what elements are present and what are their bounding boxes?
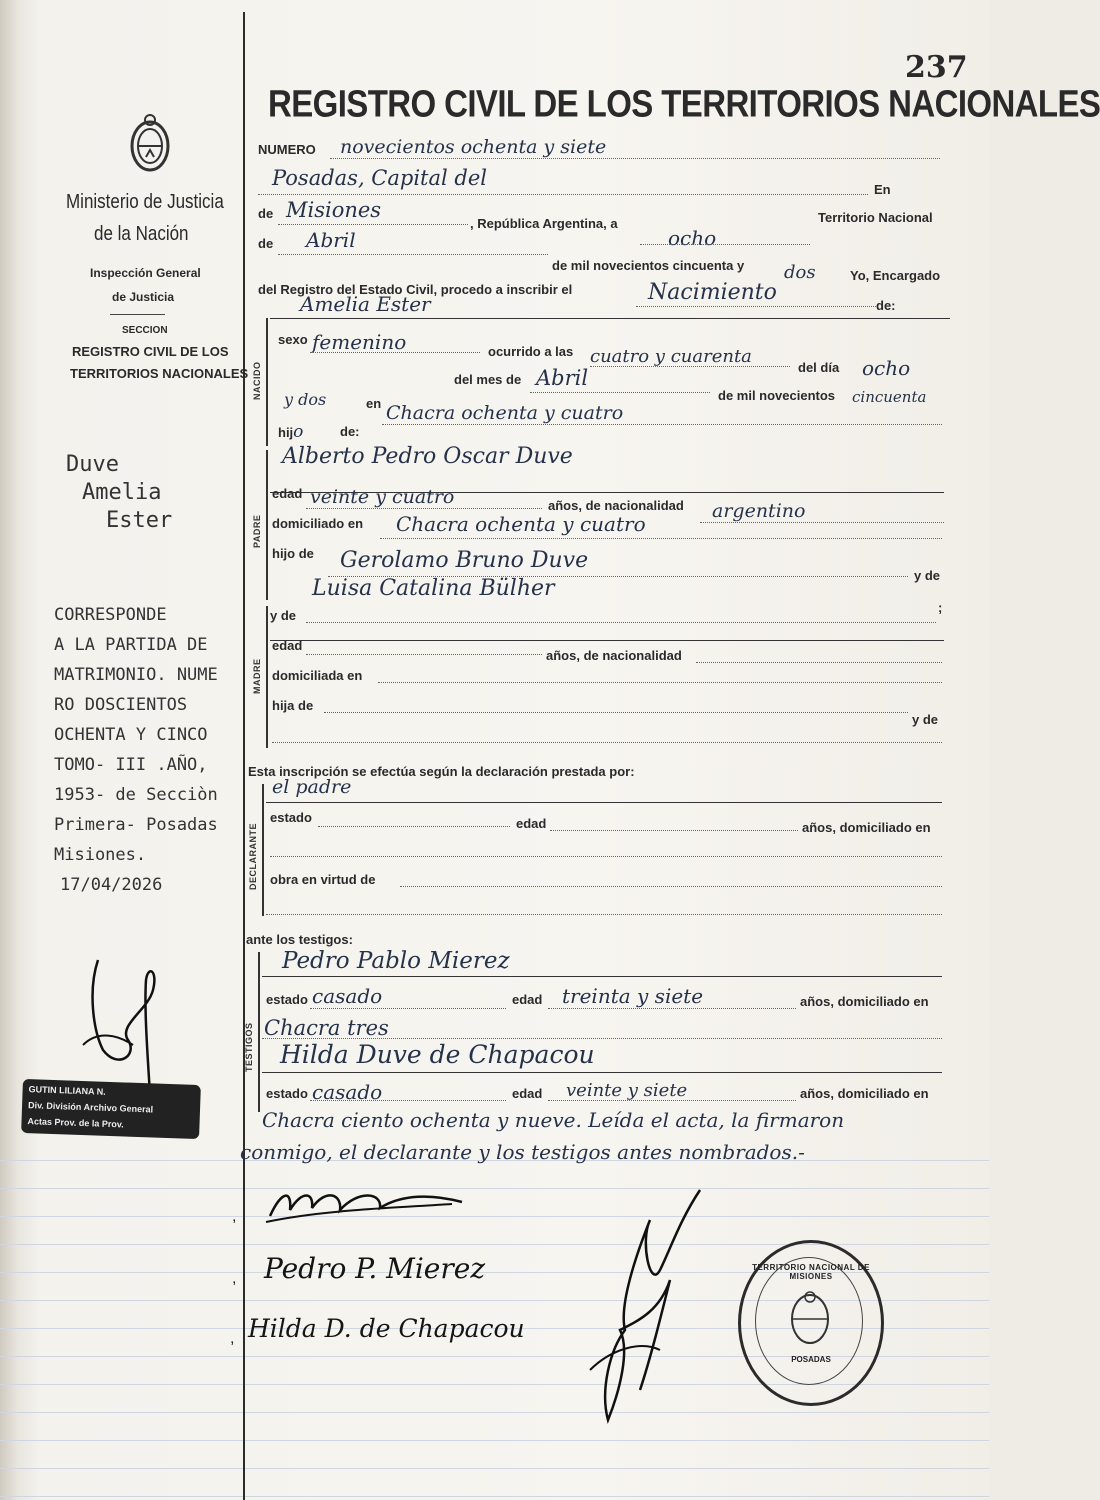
republic-text: , República Argentina, a <box>470 216 618 231</box>
declarante-value: el padre <box>272 776 352 798</box>
witness2-name: Hilda Duve de Chapacou <box>280 1040 595 1069</box>
birth-place: Chacra ochenta y cuatro <box>386 402 624 424</box>
witness2-name-line <box>262 1072 942 1073</box>
section-line1: REGISTRO CIVIL DE LOS <box>72 344 229 359</box>
hijo-suffix: o <box>293 422 304 442</box>
madre-semicolon: ; <box>938 600 943 615</box>
mother-parent: Luisa Catalina Bülher <box>312 576 555 601</box>
padre-nationality-line <box>700 522 944 523</box>
witness2-estado-label: estado <box>266 1086 308 1101</box>
padre-y-de: y de <box>914 568 941 583</box>
month-line <box>278 254 548 255</box>
witness1-domicilio: Chacra tres <box>264 1016 389 1040</box>
declarante-edad-label: edad <box>516 816 547 831</box>
witness1-estado-label: estado <box>266 992 308 1007</box>
ruled-line <box>0 1468 989 1469</box>
birth-place-line <box>382 424 942 425</box>
hijo-label-text: hij <box>278 425 294 440</box>
madre-last-line <box>272 742 942 743</box>
ocurrido-label: ocurrido a las <box>488 344 574 359</box>
declarante-estado-label: estado <box>270 810 312 825</box>
sexo-line <box>310 352 480 353</box>
margin-rule <box>243 12 245 1500</box>
madre-domicilio-line <box>378 682 942 683</box>
hijo-de-label: de: <box>340 424 360 439</box>
marginal-note-line: Primera- Posadas <box>54 815 218 835</box>
birth-month-line <box>530 392 710 393</box>
witness1-anos-dom-label: años, domiciliado en <box>800 994 929 1009</box>
madre-domicilio-label: domiciliada en <box>272 668 363 683</box>
page-number: 237 <box>905 50 968 85</box>
ruled-line <box>0 1496 989 1497</box>
nacido-year-label: de mil novecientos <box>718 388 836 403</box>
inspection-line1: Inspección General <box>90 266 201 280</box>
padre-anos-nac-label: años, de nacionalidad <box>548 498 684 513</box>
madre-bracket <box>266 606 268 748</box>
witness1-signature: Pedro P. Mierez <box>264 1252 486 1285</box>
witness2-signature: Hilda D. de Chapacou <box>248 1314 525 1343</box>
birth-month: Abril <box>536 366 589 390</box>
padre-bracket <box>266 450 268 600</box>
de-colon: de: <box>876 298 896 313</box>
day-line <box>640 244 810 245</box>
madre-anos-nac-label: años, de nacionalidad <box>546 648 682 663</box>
marginal-signature-icon <box>78 950 178 1100</box>
witness1-edad: treinta y siete <box>562 984 704 1008</box>
witness1-estado-line <box>310 1008 506 1009</box>
madre-y-de-line <box>306 622 936 623</box>
declarante-estado-line <box>318 826 510 827</box>
padre-side-label: PADRE <box>252 514 262 548</box>
ruled-line <box>0 1216 989 1217</box>
page-title: REGISTRO CIVIL DE LOS TERRITORIOS NACIONALES <box>268 82 1100 125</box>
ministry-line2: de la Nación <box>94 222 189 245</box>
padre-domicilio-label: domiciliado en <box>272 516 364 531</box>
marginal-note-line: OCHENTA Y CINCO <box>54 725 208 745</box>
marginal-note-line: CORRESPONDE <box>54 605 167 625</box>
padre-domicilio-line <box>380 538 942 539</box>
witness1-estado: casado <box>312 984 383 1008</box>
marginal-note-line: MATRIMONIO. NUME <box>54 665 218 685</box>
seal-emblem-icon <box>785 1287 835 1347</box>
year-label: de mil novecientos cincuenta y <box>552 258 745 273</box>
nacido-year-cont: y dos <box>284 390 327 409</box>
witness1-name: Pedro Pablo Mierez <box>282 948 510 974</box>
witness1-edad-line <box>548 1008 796 1009</box>
numero-line <box>330 158 940 159</box>
declarante-obra-line <box>400 886 942 887</box>
act-type-line <box>636 306 876 307</box>
padre-nationality: argentino <box>712 500 806 522</box>
father-parent: Gerolamo Bruno Duve <box>340 548 589 573</box>
madre-nationality-line <box>696 662 942 663</box>
witness2-edad-label: edad <box>512 1086 543 1101</box>
territory-value: Misiones <box>286 198 382 222</box>
padre-edad-line <box>306 508 542 509</box>
nacido-en-label: en <box>366 396 382 411</box>
padre-hijo-de-label: hijo de <box>272 546 314 561</box>
madre-hija-de-line <box>324 712 908 713</box>
dia-label: del día <box>798 360 840 375</box>
witness1-name-line <box>262 976 942 977</box>
witness2-domicilio-line: Chacra ciento ochenta y nueve. Leída el acta, la firmaron <box>262 1108 845 1132</box>
ruled-line <box>0 1440 989 1441</box>
child-name-line <box>270 318 950 319</box>
marginal-note-line: TOMO- III .AÑO, <box>54 755 208 775</box>
marginal-note-line: RO DOSCIENTOS <box>54 695 188 715</box>
nacido-side-label: NACIDO <box>252 361 262 400</box>
nacido-year-value: cincuenta <box>852 388 927 406</box>
yo-encargado: Yo, Encargado <box>850 268 941 283</box>
declarante-last-line <box>266 914 942 915</box>
marginal-note-line: 1953- de Secciòn <box>54 785 218 805</box>
numero-label: NUMERO <box>258 142 316 157</box>
place-line <box>258 194 868 195</box>
territory-line <box>278 224 468 225</box>
padre-domicilio-value: Chacra ochenta y cuatro <box>396 512 646 536</box>
sexo-value: femenino <box>312 330 407 354</box>
declarante-side-label: DECLARANTE <box>248 823 258 890</box>
child-name: Amelia Ester <box>300 292 431 316</box>
declarante-domicilio-line <box>270 856 942 857</box>
signature-mark: , <box>232 1208 237 1225</box>
marginal-note <box>54 600 218 900</box>
madre-edad-label: edad <box>272 638 303 653</box>
hour-line <box>590 366 790 367</box>
declarant-signature-icon <box>262 1180 472 1226</box>
archive-stamp-line: GUTIN LILIANA N. <box>28 1084 106 1097</box>
declarante-bracket <box>262 784 264 916</box>
witness2-anos-dom-label: años, domiciliado en <box>800 1086 929 1101</box>
official-seal-center-text: POSADAS <box>791 1355 831 1364</box>
signature-mark: , <box>230 1330 235 1347</box>
padre-edad-value: veinte y cuatro <box>310 486 455 508</box>
declarante-edad-line <box>550 830 798 831</box>
birth-day: ocho <box>862 356 911 380</box>
witness2-estado-line <box>310 1100 506 1101</box>
inspection-line2: de Justicia <box>112 290 175 304</box>
nacido-bracket <box>266 318 268 446</box>
marginal-note-line: A LA PARTIDA DE <box>54 635 208 655</box>
hour-value: cuatro y cuarenta <box>590 346 752 367</box>
en-label: En <box>874 182 891 197</box>
mes-label: del mes de <box>454 372 522 387</box>
witness2-estado: casado <box>312 1080 383 1104</box>
testigos-intro: ante los testigos: <box>246 932 353 947</box>
sexo-label: sexo <box>278 332 308 347</box>
day-value: ocho <box>668 226 717 250</box>
madre-y-de-end: y de <box>912 712 939 727</box>
testigos-bracket <box>258 952 260 1112</box>
marginal-note-line: Misiones. <box>54 845 147 865</box>
ruled-line <box>0 1188 989 1189</box>
closing-line: conmigo, el declarante y los testigos antes nombrados.- <box>240 1140 805 1164</box>
registry-text: del Registro del Estado Civil, procedo a inscribir el <box>258 282 573 297</box>
witness2-edad: veinte y siete <box>566 1080 688 1101</box>
de-label-2: de <box>258 236 274 251</box>
month-value: Abril <box>306 228 356 252</box>
declarante-obra-label: obra en virtud de <box>270 872 376 887</box>
officer-signature-icon <box>560 1180 720 1430</box>
coat-of-arms-icon <box>126 112 174 174</box>
ruled-line <box>0 1412 989 1413</box>
ruled-line <box>0 1244 989 1245</box>
madre-side-label: MADRE <box>252 658 262 694</box>
registered-name-surname: Duve <box>66 452 119 477</box>
section-label: SECCION <box>122 325 168 336</box>
signature-mark: , <box>232 1270 237 1287</box>
testigos-side-label: TESTIGOS <box>244 1022 254 1072</box>
witness1-domicilio-line <box>262 1038 942 1039</box>
archive-stamp-line: Div. División Archivo General <box>27 1100 154 1115</box>
ministry-line1: Ministerio de Justicia <box>66 190 224 213</box>
marginal-note-line: 17/04/2026 <box>60 875 163 895</box>
territory-label: Territorio Nacional <box>818 210 933 225</box>
witness2-edad-line <box>548 1100 796 1101</box>
declarante-intro: Esta inscripción se efectúa según la declaración prestada por: <box>248 764 635 779</box>
madre-top-line <box>270 640 944 641</box>
hijo-label <box>278 422 303 442</box>
witness1-edad-label: edad <box>512 992 543 1007</box>
declarante-anos-dom-label: años, domiciliado en <box>802 820 931 835</box>
madre-edad-line <box>306 654 542 655</box>
place-value: Posadas, Capital del <box>272 166 487 190</box>
sidebar-divider <box>110 314 165 315</box>
declarante-line <box>266 802 942 803</box>
official-seal <box>738 1240 884 1406</box>
registered-name-second: Ester <box>106 508 173 533</box>
archive-stamp-line: Actas Prov. de la Prov. <box>27 1116 124 1130</box>
archive-stamp <box>21 1079 201 1139</box>
official-seal-ring-text: TERRITORIO NACIONAL DE MISIONES <box>752 1263 870 1281</box>
year-value: dos <box>784 262 816 283</box>
madre-y-de: y de <box>270 608 297 623</box>
father-name: Alberto Pedro Oscar Duve <box>282 444 573 469</box>
de-label-1: de <box>258 206 274 221</box>
act-type: Nacimiento <box>648 280 777 305</box>
section-line2: TERRITORIOS NACIONALES <box>70 366 249 381</box>
numero-value: novecientos ochenta y siete <box>340 136 607 158</box>
padre-edad-label: edad <box>272 486 303 501</box>
registered-name-first: Amelia <box>82 480 162 505</box>
madre-hija-de-label: hija de <box>272 698 314 713</box>
